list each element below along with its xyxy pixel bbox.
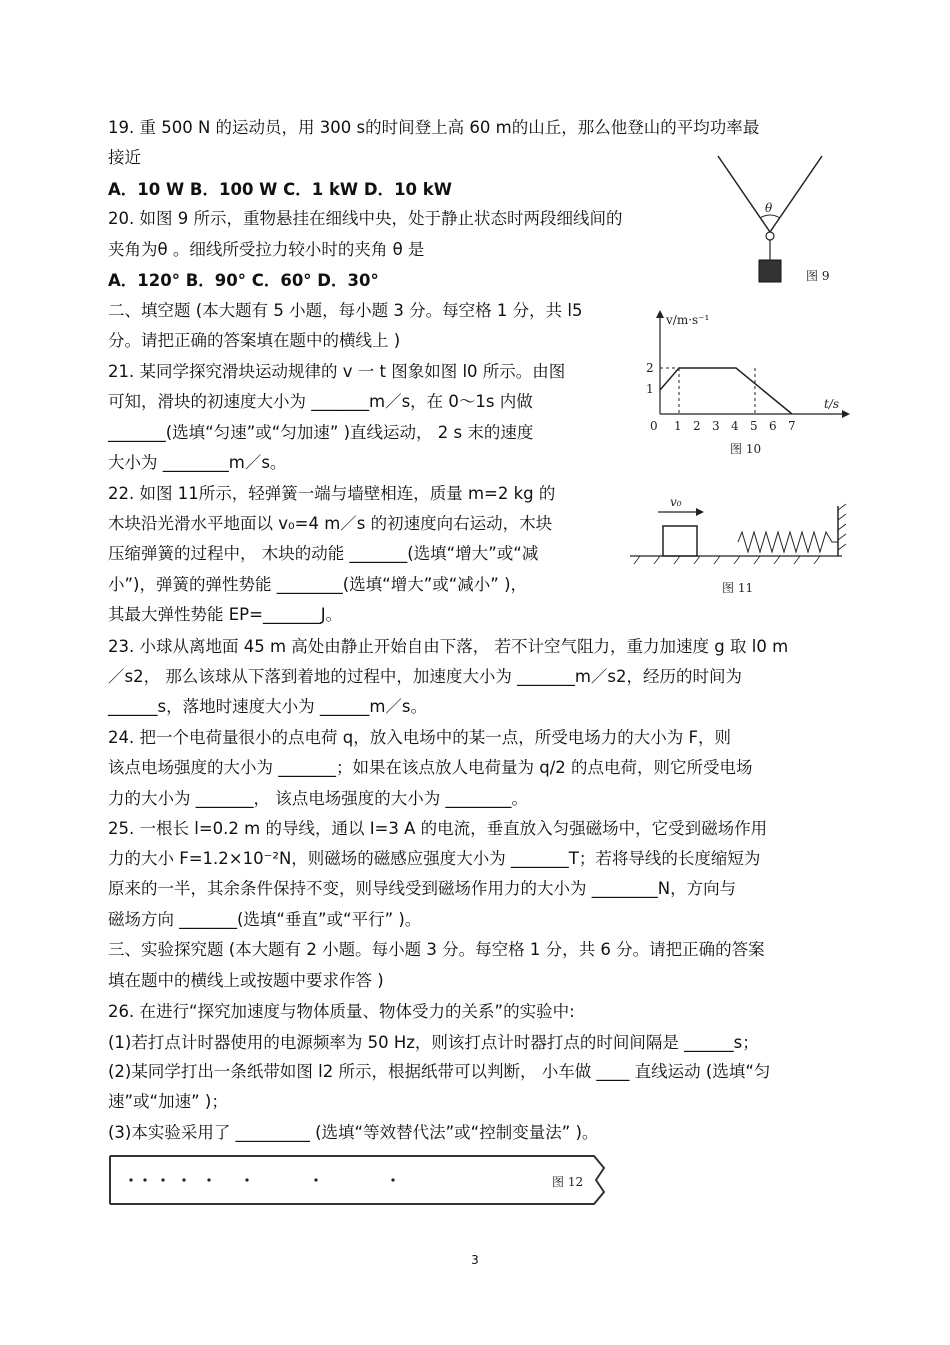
figure-12 xyxy=(108,1150,608,1210)
x-tick: 6 xyxy=(769,419,777,433)
figure-caption: 图 10 xyxy=(730,442,762,456)
x-tick: 3 xyxy=(712,419,720,433)
x-tick: 0 xyxy=(650,419,658,433)
angle-label: θ xyxy=(765,201,773,215)
figure-caption: 图 11 xyxy=(722,581,754,595)
text-line: (3)本实验采用了 _________ (选填“等效替代法”或“控制变量法” )。 xyxy=(108,1123,599,1142)
text-line: 20. 如图 9 所示，重物悬挂在细线中央，处于静止状态时两段细线间的 xyxy=(108,209,623,228)
text-line: ／s2， 那么该球从下落到着地的过程中，加速度大小为 _______m／s2，经历的时间为 xyxy=(108,667,743,686)
y-axis-label: v/m·s⁻¹ xyxy=(666,313,710,327)
text-line: 力的大小为 _______， 该点电场强度的大小为 ________。 xyxy=(108,789,528,808)
text-line: 25. 一根长 l=0.2 m 的导线，通以 I=3 A 的电流，垂直放入匀强磁场中，它受到磁场作用 xyxy=(108,819,768,838)
text-line: 22. 如图 11所示，轻弹簧一端与墙壁相连，质量 m=2 kg 的 xyxy=(108,484,556,503)
text-line: 23. 小球从离地面 45 m 高处由静止开始自由下落， 若不计空气阻力，重力加速度 g 取 l0 m xyxy=(108,637,789,656)
figure-caption: 图 12 xyxy=(552,1175,584,1189)
y-tick: 2 xyxy=(646,361,654,375)
x-tick: 4 xyxy=(731,419,739,433)
question-options: A．10 W B．100 W C．1 kW D．10 kW xyxy=(108,180,452,199)
text-line: 24. 把一个电荷量很小的点电荷 q，放入电场中的某一点，所受电场力的大小为 F，则 xyxy=(108,728,731,747)
text-line: _______(选填“匀速”或“匀加速” )直线运动， 2 s 末的速度 xyxy=(108,423,534,442)
y-tick: 1 xyxy=(646,382,654,396)
x-tick: 2 xyxy=(693,419,701,433)
text-line: ______s，落地时速度大小为 ______m／s。 xyxy=(108,697,428,716)
page-number: 3 xyxy=(471,1253,479,1267)
section-heading: 三、实验探究题 (本大题有 2 小题。每小题 3 分。每空格 1 分，共 6 分。请把正确的答案 xyxy=(108,940,765,959)
x-tick: 5 xyxy=(750,419,758,433)
x-tick: 7 xyxy=(788,419,796,433)
x-tick: 1 xyxy=(674,419,682,433)
text-line: 速”或“加速” )； xyxy=(108,1092,228,1111)
text-line: 可知，滑块的初速度大小为 _______m／s，在 0～1s 内做 xyxy=(108,392,533,411)
text-line: 分。请把正确的答案填在题中的横线上 ) xyxy=(108,331,401,350)
text-line: 填在题中的横线上或按题中要求作答 ) xyxy=(108,971,384,990)
text-line: 26. 在进行“探究加速度与物体质量、物体受力的关系”的实验中: xyxy=(108,1002,575,1021)
figure-11 xyxy=(630,492,856,600)
figure-9 xyxy=(706,152,838,288)
text-line: 力的大小 F=1.2×10⁻²N，则磁场的磁感应强度大小为 _______T；若将导线的长度缩短为 xyxy=(108,849,761,868)
text-line: (2)某同学打出一条纸带如图 l2 所示，根据纸带可以判断， 小车做 ____ 直线运动 (选填“匀 xyxy=(108,1062,771,1081)
velocity-label: v₀ xyxy=(670,495,682,509)
figure-10 xyxy=(642,308,852,460)
text-line: 19. 重 500 N 的运动员，用 300 s的时间登上高 60 m的山丘，那么他登山的平均功率最 xyxy=(108,118,760,137)
text-line: 夹角为θ 。细线所受拉力较小时的夹角 θ 是 xyxy=(108,240,425,259)
text-line: 该点电场强度的大小为 _______；如果在该点放人电荷量为 q/2 的点电荷，则它所受电场 xyxy=(108,758,753,777)
text-line: 木块沿光滑水平地面以 v₀=4 m／s 的初速度向右运动，木块 xyxy=(108,514,553,533)
text-line: 其最大弹性势能 EP=_______J。 xyxy=(108,605,343,624)
text-line: 21. 某同学探究滑块运动规律的 v 一 t 图象如图 l0 所示。由图 xyxy=(108,362,566,381)
section-heading: 二、填空题 (本大题有 5 小题，每小题 3 分。每空格 1 分，共 l5 xyxy=(108,301,583,320)
x-axis-label: t/s xyxy=(824,397,840,411)
question-options: A．120° B．90° C．60° D．30° xyxy=(108,271,379,290)
text-line: 小”)，弹簧的弹性势能 ________(选填“增大”或“减小” )， xyxy=(108,575,528,594)
text-line: 原来的一半，其余条件保持不变，则导线受到磁场作用力的大小为 ________N，方向与 xyxy=(108,879,737,898)
text-line: (1)若打点计时器使用的电源频率为 50 Hz，则该打点计时器打点的时间间隔是 ______s； xyxy=(108,1033,759,1052)
text-line: 大小为 ________m／s。 xyxy=(108,453,287,472)
text-line: 压缩弹簧的过程中， 木块的动能 _______(选填“增大”或“减 xyxy=(108,544,539,563)
figure-caption: 图 9 xyxy=(806,269,830,283)
text-line: 接近 xyxy=(108,148,141,167)
text-line: 磁场方向 _______(选填“垂直”或“平行” )。 xyxy=(108,910,422,929)
